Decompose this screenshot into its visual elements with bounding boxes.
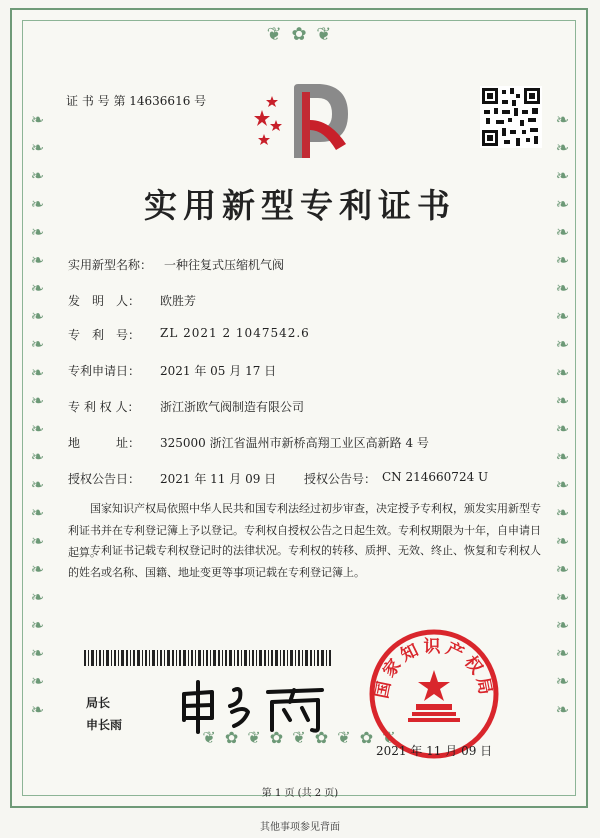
handwritten-signature-icon (172, 676, 342, 736)
design-name-label: 实用新型名称： (68, 258, 153, 272)
patent-number-label: 专 利 号： (68, 328, 141, 342)
announcement-number-value: CN 214660724 U (382, 470, 489, 484)
page-indicator: 第 1 页 (共 2 页) (261, 788, 339, 799)
footer-note: 其他事项参见背面 (260, 822, 340, 833)
certificate-number: 证 书 号 第 14636616 号 (66, 94, 207, 108)
seal-date: 2021 年 11 月 09 日 (376, 744, 493, 758)
bottom-ornament: ❦ ✿ ❦ ✿ ❦ ✿ ❦ ✿ ❦ (202, 728, 398, 747)
right-ornament: ❧ ❧ ❧ ❧ ❧ ❧ ❧ ❧ ❧ ❧ ❧ ❧ ❧ ❧ ❧ ❧ ❧ ❧ ❧ ❧ ❧ ❧ (553, 110, 572, 721)
owner-value: 浙江浙欧气阀制造有限公司 (160, 400, 305, 414)
owner-label: 专 利 权 人： (68, 400, 140, 414)
seal-text: 国家知识产权局 (372, 637, 496, 701)
certificate-title: 实用新型专利证书 (144, 186, 456, 225)
barcode-icon (84, 650, 332, 666)
inventor-label: 发 明 人： (68, 294, 141, 308)
qr-code-icon (480, 86, 542, 148)
address-label: 地 址： (68, 436, 141, 450)
design-name-value: 一种往复式压缩机气阀 (164, 258, 285, 272)
left-ornament: ❧ ❧ ❧ ❧ ❧ ❧ ❧ ❧ ❧ ❧ ❧ ❧ ❧ ❧ ❧ ❧ ❧ ❧ ❧ ❧ ❧ ❧ (28, 110, 47, 721)
director-title: 局长 (86, 696, 111, 710)
grant-date-value: 2021 年 11 月 09 日 (160, 472, 277, 486)
address-value: 325000 浙江省温州市新桥高翔工业区高新路 4 号 (160, 436, 429, 450)
grant-statement-paragraph: 国家知识产权局依照中华人民共和国专利法经过初步审查，决定授予专利权，颁发实用新型专利证书并在专利登记簿上予以登记。专利权自授权公告之日起生效。专利权期限为十年，自申请日起算。 (68, 502, 541, 559)
application-date-value: 2021 年 05 月 17 日 (160, 364, 277, 378)
patent-number-value: ZL 2021 2 1047542.6 (160, 326, 310, 340)
director-name: 申长雨 (86, 718, 123, 732)
grant-date-label: 授权公告日： (68, 472, 141, 486)
cnipa-logo-icon (250, 80, 360, 160)
application-date-label: 专利申请日： (68, 364, 141, 378)
legal-status-paragraph: 专利证书记载专利权登记时的法律状况。专利权的转移、质押、无效、终止、恢复和专利权人的姓名或名称、国籍、地址变更等事项记载在专利登记簿上。 (68, 544, 541, 579)
top-ornament: ❦ ✿ ❦ (266, 24, 334, 45)
inventor-value: 欧胜芳 (160, 294, 197, 308)
announcement-number-label: 授权公告号： (304, 472, 377, 486)
